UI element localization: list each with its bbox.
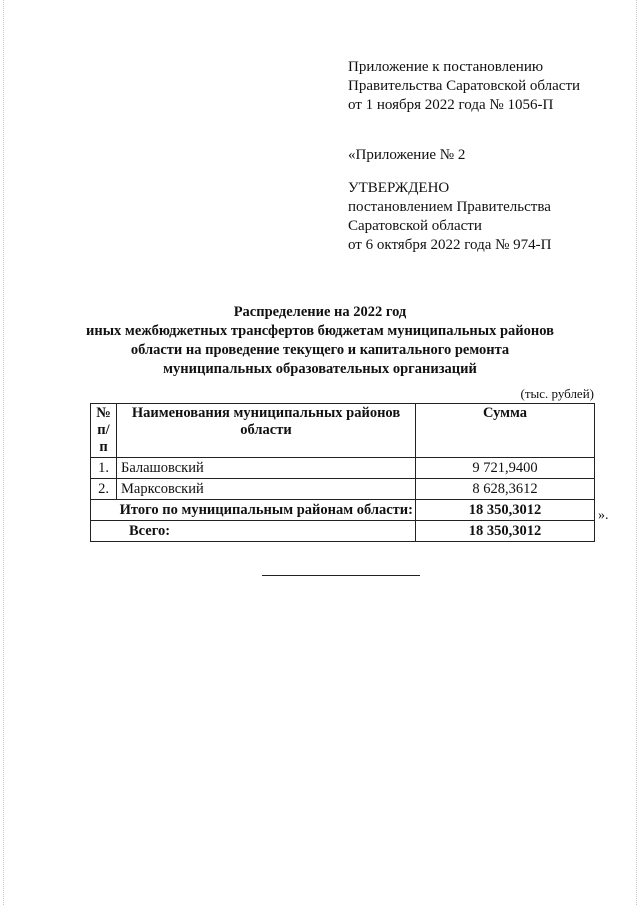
subtotal-label: Итого по муниципальным районам области:: [91, 500, 416, 521]
title-line: муниципальных образовательных организаций: [163, 361, 477, 377]
table-row: [91, 479, 595, 500]
approved-line: от 6 октября 2022 года № 974-П: [348, 237, 552, 253]
header-num: № п/п: [91, 404, 117, 458]
total-row: [91, 521, 595, 542]
subtotal-row: [91, 500, 595, 521]
title-line: Распределение на 2022 год: [233, 304, 407, 320]
page-edge-left: [3, 0, 4, 905]
approved-line: постановлением Правительства: [348, 199, 551, 215]
row-name: Балашовский: [117, 458, 416, 479]
header-sum: Сумма: [416, 404, 595, 458]
row-sum: 9 721,9400: [416, 458, 595, 479]
appendix-line: от 1 ноября 2022 года № 1056-П: [348, 97, 554, 113]
appendix-header: [348, 58, 580, 115]
closing-quote: ».: [598, 508, 609, 523]
approved-line: Саратовской области: [348, 218, 482, 234]
row-sum: 8 628,3612: [416, 479, 595, 500]
end-rule: [262, 575, 420, 576]
row-name: Марксовский: [117, 479, 416, 500]
row-num: 2.: [91, 479, 117, 500]
title-line: области на проведение текущего и капитального ремонта: [130, 342, 510, 358]
header-name: Наименования муниципальных районов области: [117, 404, 416, 458]
appendix-line: Приложение к постановлению: [348, 59, 544, 75]
subtotal-sum: 18 350,3012: [416, 500, 595, 521]
table-header-row: [91, 404, 595, 458]
total-label: Всего:: [91, 521, 416, 542]
appendix-number: «Приложение № 2: [348, 147, 466, 163]
row-num: 1.: [91, 458, 117, 479]
table-row: [91, 458, 595, 479]
document-title: [70, 303, 570, 379]
title-line: иных межбюджетных трансфертов бюджетам муниципальных районов: [86, 323, 554, 339]
appendix-line: Правительства Саратовской области: [348, 78, 581, 94]
distribution-table: [90, 403, 595, 542]
approval-block: [348, 146, 552, 255]
units-note: (тыс. рублей): [520, 386, 594, 401]
page-edge-right: [636, 0, 637, 905]
approved-label: УТВЕРЖДЕНО: [348, 180, 450, 196]
total-sum: 18 350,3012: [416, 521, 595, 542]
